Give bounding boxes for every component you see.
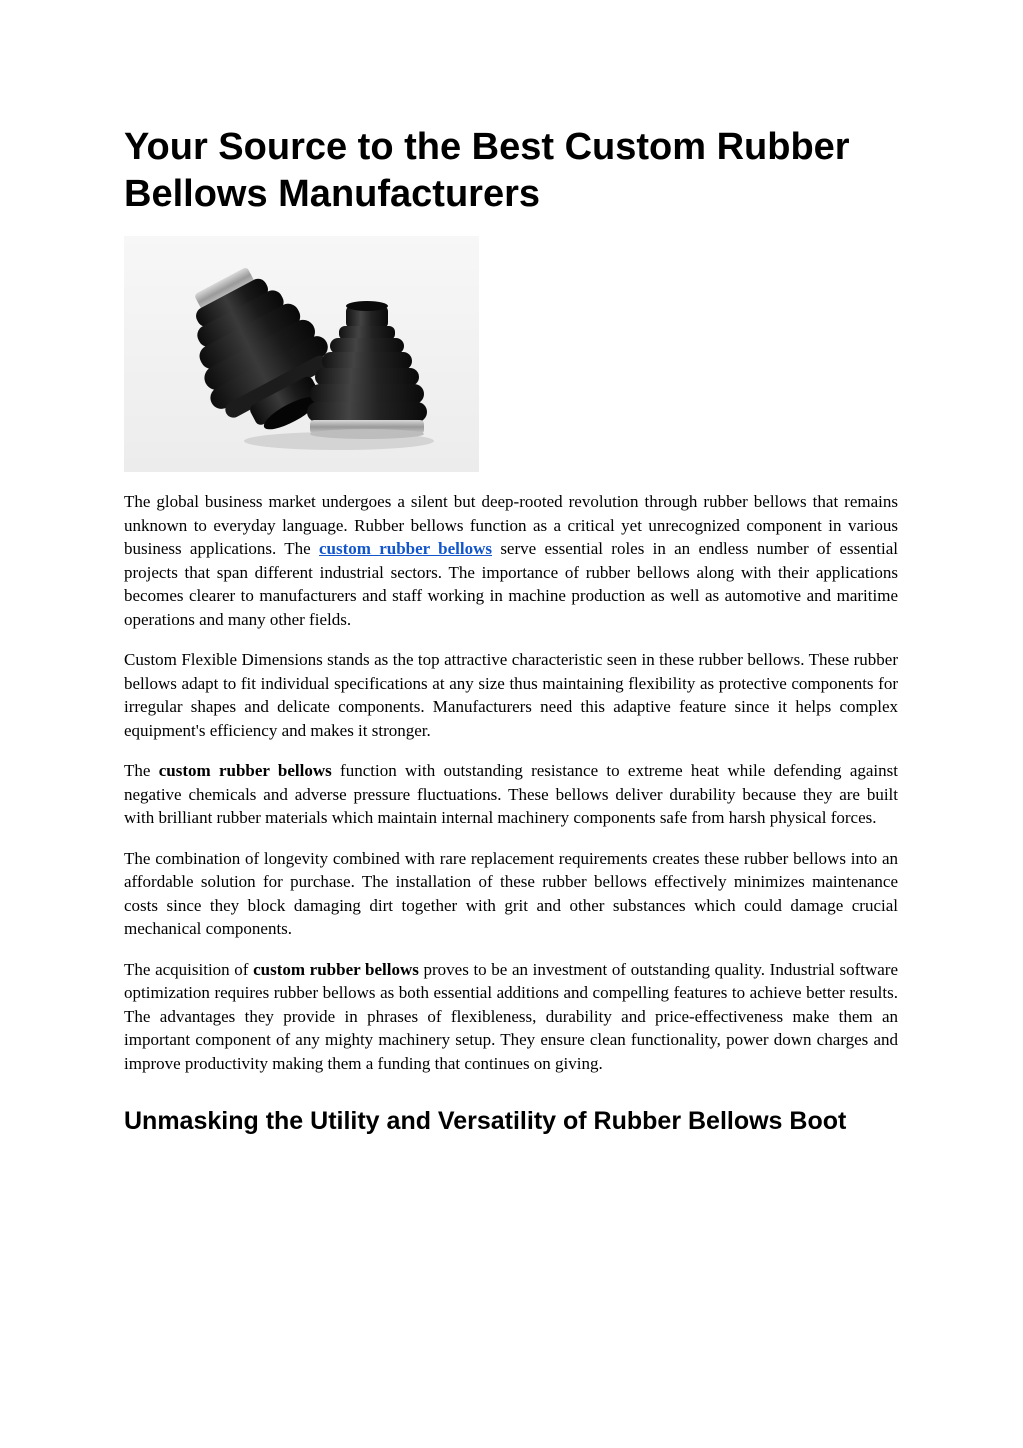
- paragraph-resistance-bold: custom rubber bellows: [158, 761, 332, 780]
- section-heading: Unmasking the Utility and Versatility of Rubber Bellows Boot: [124, 1107, 847, 1135]
- paragraph-intro: [124, 490, 898, 631]
- paragraph-acquisition-bold: custom rubber bellows: [253, 959, 419, 979]
- custom-rubber-bellows-link[interactable]: custom rubber bellows: [318, 539, 493, 558]
- paragraph-acquisition: [124, 958, 898, 1076]
- rubber-bellows-image: [124, 236, 479, 472]
- paragraph-resistance: [124, 759, 898, 830]
- paragraph-acquisition-after: proves to be an investment of outstanding quality. Industrial software optimization requires rubber bellows as both essential additions and compelling features to achieve better results. The advantages they provide in phrases of flexibleness, durability and price-effectiveness make them an important component of any mighty machinery setup. They ensure clean functionality, power down charges and improve productivity making them a funding that continues on giving.: [124, 959, 898, 1073]
- paragraph-intro-before: The global business market undergoes a silent but deep-rooted revolution through rubber bellows that remains unknown to everyday language. Rubber bellows function as a critical yet unrecognized component in various business applications. The: [124, 492, 898, 558]
- paragraph-longevity: The combination of longevity combined with rare replacement requirements creates these rubber bellows into an affordable solution for purchase. The installation of these rubber bellows effectively minimizes maintenance costs since they block damaging dirt together with grit and other substances which could damage crucial mechanical components.: [124, 848, 898, 938]
- page-title: Your Source to the Best Custom Rubber Bellows Manufacturers: [124, 126, 850, 215]
- paragraph-acquisition-before: The acquisition of: [124, 959, 254, 979]
- paragraph-dimensions: Custom Flexible Dimensions stands as the top attractive characteristic seen in these rubber bellows. These rubber bellows adapt to fit individual specifications at any size thus maintaining flexibility as protective components for irregular shapes and delicate components. Manufacturers need this adaptive feature since it helps complex equipment's efficiency and makes it stronger.: [124, 650, 898, 740]
- paragraph-resistance-before: The: [124, 761, 159, 780]
- paragraph-intro-after: serve essential roles in an endless number of essential projects that span different industrial sectors. The importance of rubber bellows along with their applications becomes clearer to manufacturers and staff working in machine production as well as automotive and maritime operations and many other fields.: [124, 539, 898, 629]
- paragraph-resistance-after: function with outstanding resistance to extreme heat while defending against negative chemicals and adverse pressure fluctuations. These bellows deliver durability because they are built with brilliant rubber materials which maintain internal machinery components safe from harsh physical forces.: [124, 761, 898, 827]
- document-content: [124, 124, 898, 1137]
